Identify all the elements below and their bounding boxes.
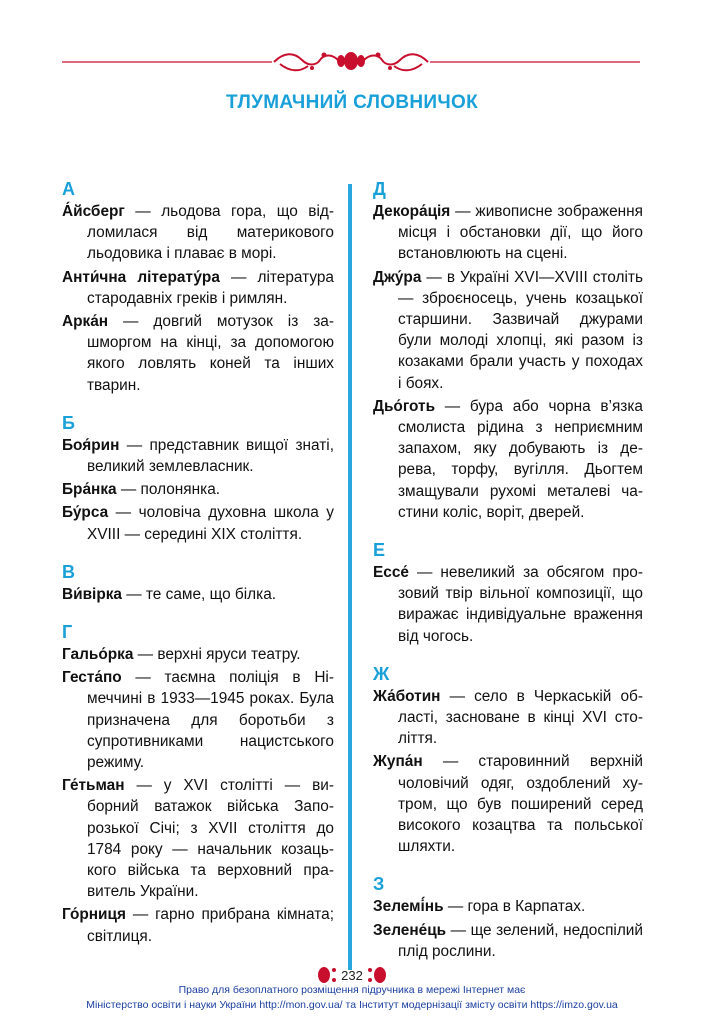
entry-definition: — ще зелений, недоспілий плід рослини. [398,921,643,960]
footer-links-line: Міністерство освіти і науки України http://mon.gov.ua/ та Інститут модернізації змісту освіти https://imzo.gov.ua [86,999,618,1011]
section-letter: Е [373,540,386,561]
entry-term: Анти́чна літерату́ра [62,268,220,286]
entry-definition: — гора в Карпатах. [443,898,586,916]
entry-definition: — те саме, що білка. [121,585,277,603]
entry-definition: — довгий мотузок із зашморгом на кінці, за допомогою якого ловлять коней та інших тварин. [87,313,334,394]
entry-definition: — полонянка. [116,481,221,499]
glossary-entry [373,562,643,647]
glossary-entry [373,686,643,750]
glossary-entry [62,267,334,309]
glossary-section [373,873,643,962]
glossary-section [373,663,643,858]
glossary-entry [62,201,334,265]
glossary-section [62,412,334,545]
entry-definition: — представник вищої знаті, великий землевласник. [87,436,334,476]
glossary-entry [62,775,334,902]
column-divider [348,184,352,970]
entry-definition: — у XVI столітті — виборний ватажок війська Запорозької Січі; з XVII століття до 1784 року — начальник козацького війська та верховний правитель України. [87,777,334,901]
section-letter: Ж [373,663,390,684]
glossary-section [373,539,643,647]
entry-term: Гальо́рка [62,646,134,664]
entry-definition: — льодова гора, що відломилася від материкового льодовика і плаває в морі. [87,203,334,263]
entry-term: Жупа́н [373,753,423,771]
entry-term: Джу́ра [373,268,422,286]
entry-term: Бу́рса [62,504,109,522]
entry-term: Арка́н [62,313,109,331]
glossary-section [62,561,334,605]
entry-term: Боя́рин [62,436,120,454]
entry-definition: — село в Черкаській області, засноване в кінці XVI століття. [398,687,643,748]
glossary-entry [373,896,643,917]
section-letter: Д [373,179,386,199]
glossary-entry [373,267,643,394]
glossary-entry [373,920,643,962]
entry-term: Ессе́ [373,564,409,582]
glossary-entry [62,644,334,665]
glossary-entry [62,667,334,773]
section-letter: Г [62,622,73,643]
entry-definition: — в Україні XVI—XVIII століть — зброєносець, учень козацької старшини. Зазвичай джурами були молоді хлопці, які разом із козаками брали участь у походах і боях. [398,268,643,392]
entry-definition: — верхні яруси театру. [133,646,301,664]
header-ornament [62,46,640,76]
glossary-entry [373,396,643,523]
glossary-entry [62,584,334,605]
entry-definition: — живописне зображення місця і обстановки дії, що його встановлюють на сцені. [398,203,643,263]
glossary-entry [62,904,334,946]
entry-term: Бра́нка [62,481,117,499]
entry-term: Го́рниця [62,906,126,924]
entry-definition: — література стародавніх греків і римлян. [87,268,334,307]
entry-term: Декора́ція [373,203,451,220]
entry-term: А́йсберг [62,203,125,220]
section-letter: А [62,179,75,199]
glossary-entry [373,201,643,265]
section-letter: З [373,874,385,895]
glossary-right-column [373,178,643,978]
glossary-section [62,178,334,396]
glossary-section [62,621,334,947]
section-letter: Б [62,412,75,433]
glossary-entry [373,751,643,857]
footer-rights-line: Право для безоплатного розміщення підручника в мережі Інтернет має [178,984,526,996]
glossary-section [373,178,643,523]
glossary-entry [62,311,334,396]
entry-term: Геста́по [62,669,122,687]
entry-term: Зелене́ць [373,921,447,939]
glossary-entry [62,502,334,544]
entry-definition: — старовинний верхній чоловічий одяг, оздоблений хутром, що був поширений серед високого козацтва та польської шляхти. [398,753,643,856]
entry-definition: — таємна поліція в Німеччині в 1933—1945 роках. Була призначена для боротьби з супротивниками нацистського режиму. [87,669,334,772]
entry-definition: — невеликий за обсягом прозовий твір вільної композиції, що виражає індивідуальне враження від чогось. [398,564,643,645]
entry-definition: — гарно прибрана кімната; світлиця. [87,906,334,945]
entry-term: Дьо́готь [373,397,436,415]
glossary-entry [62,435,334,477]
entry-term: Ге́тьман [62,777,125,795]
entry-term: Жа́ботин [373,687,441,705]
entry-definition: — бура або чорна в’язка смолиста рідина з неприємним запахом, яку добувають із дерева, торфу, вугілля. Дьогтем змащували рухомі металеві частини коліс, воріт, дверей. [398,397,643,521]
section-letter: В [62,561,75,582]
page-number: 232 [341,968,363,983]
entry-term: Ви́вірка [62,585,122,603]
glossary-entry [62,479,334,500]
entry-term: Зелемі́нь [373,898,444,916]
glossary-left-column [62,178,334,963]
entry-definition: — чоловіча духовна школа у XVIII — середині XIX століття. [87,504,334,543]
page-title: ТЛУМАЧНИЙ СЛОВНИЧОК [226,92,478,113]
